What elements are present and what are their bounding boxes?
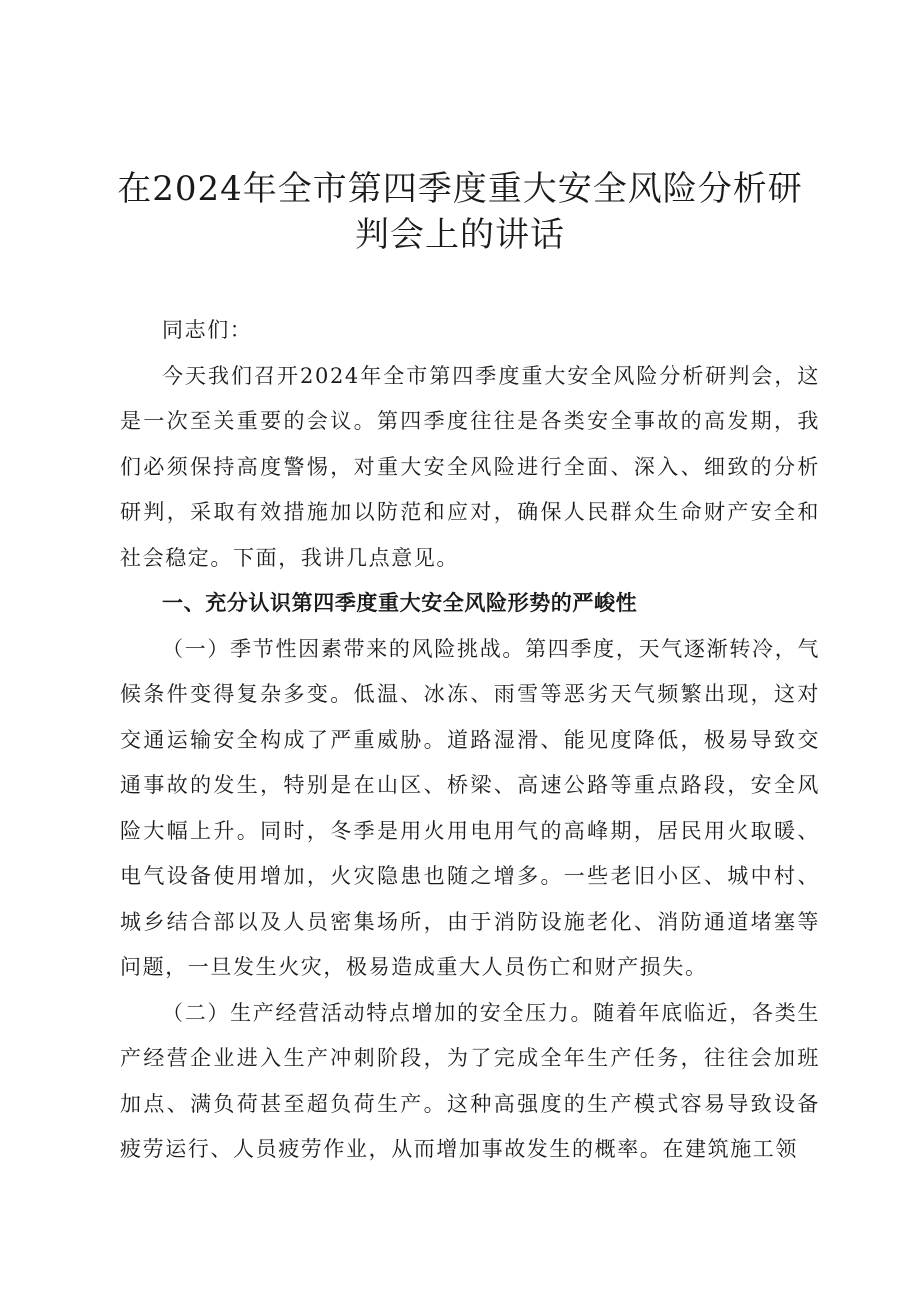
intro-paragraph: 今天我们召开2024年全市第四季度重大安全风险分析研判会，这是一次至关重要的会议。第四季度往往是各类安全事故的高发期，我们必须保持高度警惕，对重大安全风险进行全面、深入、细致的分析研判，采取有效措施加以防范和应对，确保人民群众生命财产安全和社会稳定。下面，我讲几点意见。 — [120, 363, 820, 570]
section-heading-1: 一、充分认识第四季度重大安全风险形势的严峻性 — [162, 591, 638, 615]
document-body — [120, 308, 820, 1173]
document-title-line-1: 在2024年全市第四季度重大安全风险分析研 — [117, 169, 803, 209]
paragraph-production-pressure: （二）生产经营活动特点增加的安全压力。随着年底临近，各类生产经营企业进入生产冲刺阶段，为了完成全年生产任务，往往会加班加点、满负荷甚至超负荷生产。这种高强度的生产模式容易导致设备疲劳运行、人员疲劳作业，从而增加事故发生的概率。在建筑施工领 — [120, 1000, 820, 1161]
document-title-line-2: 判会上的讲话 — [355, 215, 565, 255]
greeting: 同志们： — [162, 318, 253, 342]
paragraph-seasonal-risks: （一）季节性因素带来的风险挑战。第四季度，天气逐渐转冷，气候条件变得复杂多变。低温、冰冻、雨雪等恶劣天气频繁出现，这对交通运输安全构成了严重威胁。道路湿滑、能见度降低，极易导致交通事故的发生，特别是在山区、桥梁、高速公路等重点路段，安全风险大幅上升。同时，冬季是用火用电用气的高峰期，居民用火取暖、电气设备使用增加，火灾隐患也随之增多。一些老旧小区、城中村、城乡结合部以及人员密集场所，由于消防设施老化、消防通道堵塞等问题，一旦发生火灾，极易造成重大人员伤亡和财产损失。 — [120, 636, 820, 979]
